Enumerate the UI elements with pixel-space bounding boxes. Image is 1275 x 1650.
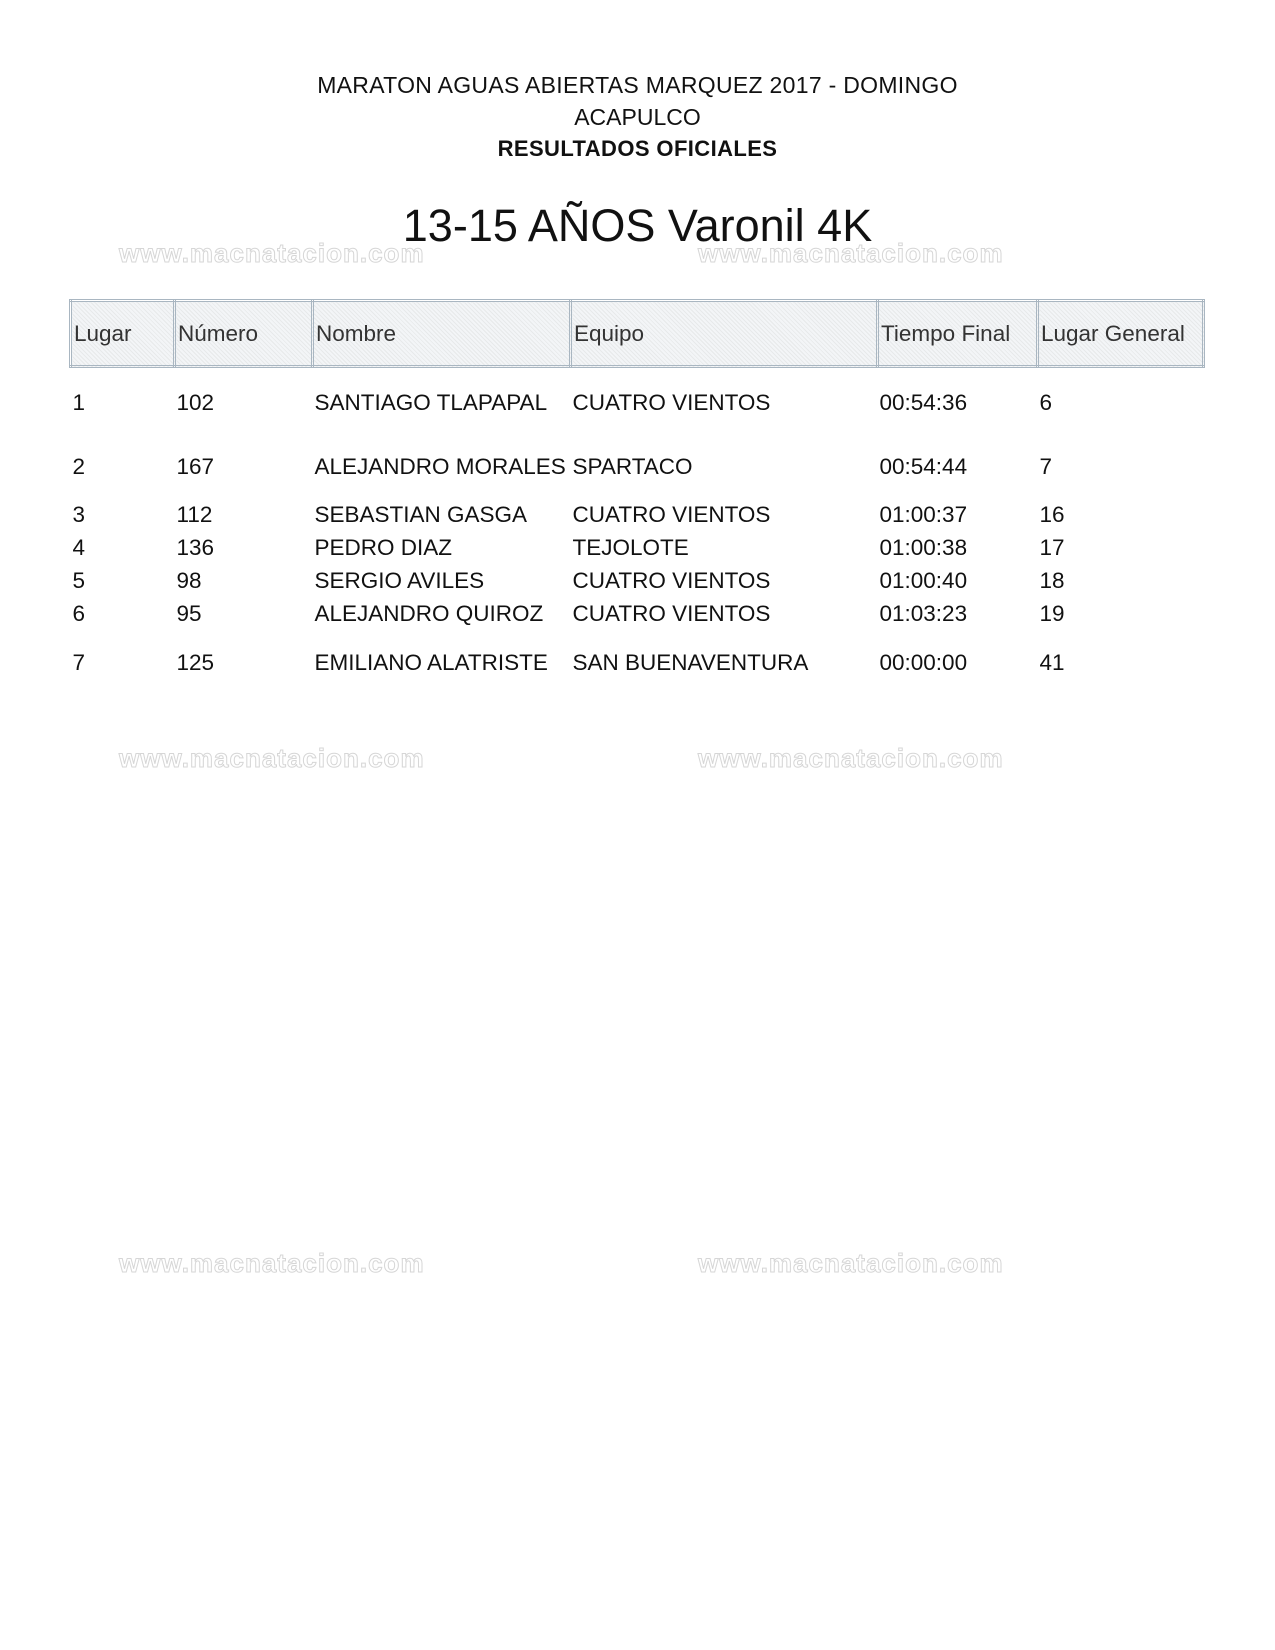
cell-nombre: SANTIAGO TLAPAPAL bbox=[314, 389, 548, 415]
cell-equipo: CUATRO VIENTOS bbox=[572, 601, 771, 626]
cell-equipo: SPARTACO bbox=[572, 453, 693, 479]
cell-nombre: EMILIANO ALATRISTE bbox=[314, 649, 548, 675]
cell-lugar: 5 bbox=[72, 568, 86, 593]
event-city: ACAPULCO bbox=[574, 104, 701, 130]
cell-general: 7 bbox=[1039, 453, 1053, 479]
table-row bbox=[71, 564, 1204, 597]
cell-numero: 102 bbox=[176, 389, 215, 415]
cell-numero: 167 bbox=[176, 453, 215, 479]
table-row bbox=[71, 630, 1204, 694]
column-header-numero: Número bbox=[175, 301, 313, 367]
table-row bbox=[71, 434, 1204, 498]
column-header-equipo: Equipo bbox=[571, 301, 878, 367]
cell-general: 16 bbox=[1039, 502, 1065, 527]
cell-general: 17 bbox=[1039, 535, 1065, 560]
cell-lugar: 1 bbox=[72, 389, 86, 415]
cell-general: 18 bbox=[1039, 568, 1065, 593]
cell-tiempo: 01:00:40 bbox=[879, 568, 968, 593]
table-row bbox=[71, 531, 1204, 564]
watermark: www.macnatacion.com bbox=[698, 743, 1004, 773]
column-header-lugar-general: Lugar General bbox=[1038, 301, 1204, 367]
category-title: 13-15 AÑOS Varonil 4K bbox=[402, 200, 873, 251]
cell-numero: 136 bbox=[176, 535, 215, 560]
watermark: www.macnatacion.com bbox=[698, 1248, 1004, 1278]
watermark: www.macnatacion.com bbox=[119, 238, 425, 268]
cell-tiempo: 00:54:36 bbox=[879, 389, 968, 415]
table-row bbox=[71, 498, 1204, 531]
cell-nombre: ALEJANDRO QUIROZ bbox=[314, 601, 544, 626]
watermark: www.macnatacion.com bbox=[119, 743, 425, 773]
cell-numero: 125 bbox=[176, 649, 215, 675]
cell-tiempo: 00:00:00 bbox=[879, 649, 968, 675]
table-row bbox=[71, 367, 1204, 435]
cell-equipo: TEJOLOTE bbox=[572, 535, 689, 560]
cell-general: 41 bbox=[1039, 649, 1065, 675]
cell-tiempo: 00:54:44 bbox=[879, 453, 968, 479]
results-table bbox=[69, 299, 1205, 694]
watermark: www.macnatacion.com bbox=[698, 238, 1004, 268]
cell-general: 19 bbox=[1039, 601, 1065, 626]
cell-equipo: CUATRO VIENTOS bbox=[572, 502, 771, 527]
cell-nombre: SEBASTIAN GASGA bbox=[314, 502, 528, 527]
cell-lugar: 7 bbox=[72, 649, 86, 675]
cell-numero: 95 bbox=[176, 601, 202, 626]
cell-equipo: SAN BUENAVENTURA bbox=[572, 649, 809, 675]
cell-tiempo: 01:00:37 bbox=[879, 502, 968, 527]
document-subtitle: RESULTADOS OFICIALES bbox=[497, 136, 778, 161]
event-title: MARATON AGUAS ABIERTAS MARQUEZ 2017 - DOMINGO bbox=[317, 72, 958, 98]
column-header-nombre: Nombre bbox=[313, 301, 571, 367]
cell-equipo: CUATRO VIENTOS bbox=[572, 389, 771, 415]
cell-nombre: PEDRO DIAZ bbox=[314, 535, 453, 560]
watermark: www.macnatacion.com bbox=[119, 1248, 425, 1278]
cell-general: 6 bbox=[1039, 389, 1053, 415]
cell-nombre: ALEJANDRO MORALES bbox=[314, 453, 566, 479]
cell-numero: 98 bbox=[176, 568, 202, 593]
cell-tiempo: 01:03:23 bbox=[879, 601, 968, 626]
cell-lugar: 3 bbox=[72, 502, 86, 527]
cell-numero: 112 bbox=[176, 502, 213, 527]
cell-lugar: 4 bbox=[72, 535, 86, 560]
cell-lugar: 6 bbox=[72, 601, 86, 626]
table-row bbox=[71, 597, 1204, 630]
cell-equipo: CUATRO VIENTOS bbox=[572, 568, 771, 593]
column-header-lugar: Lugar bbox=[71, 301, 175, 367]
cell-lugar: 2 bbox=[72, 453, 86, 479]
cell-tiempo: 01:00:38 bbox=[879, 535, 968, 560]
cell-nombre: SERGIO AVILES bbox=[314, 568, 485, 593]
column-header-tiempo-final: Tiempo Final bbox=[878, 301, 1038, 367]
table-header-row bbox=[71, 301, 1204, 367]
